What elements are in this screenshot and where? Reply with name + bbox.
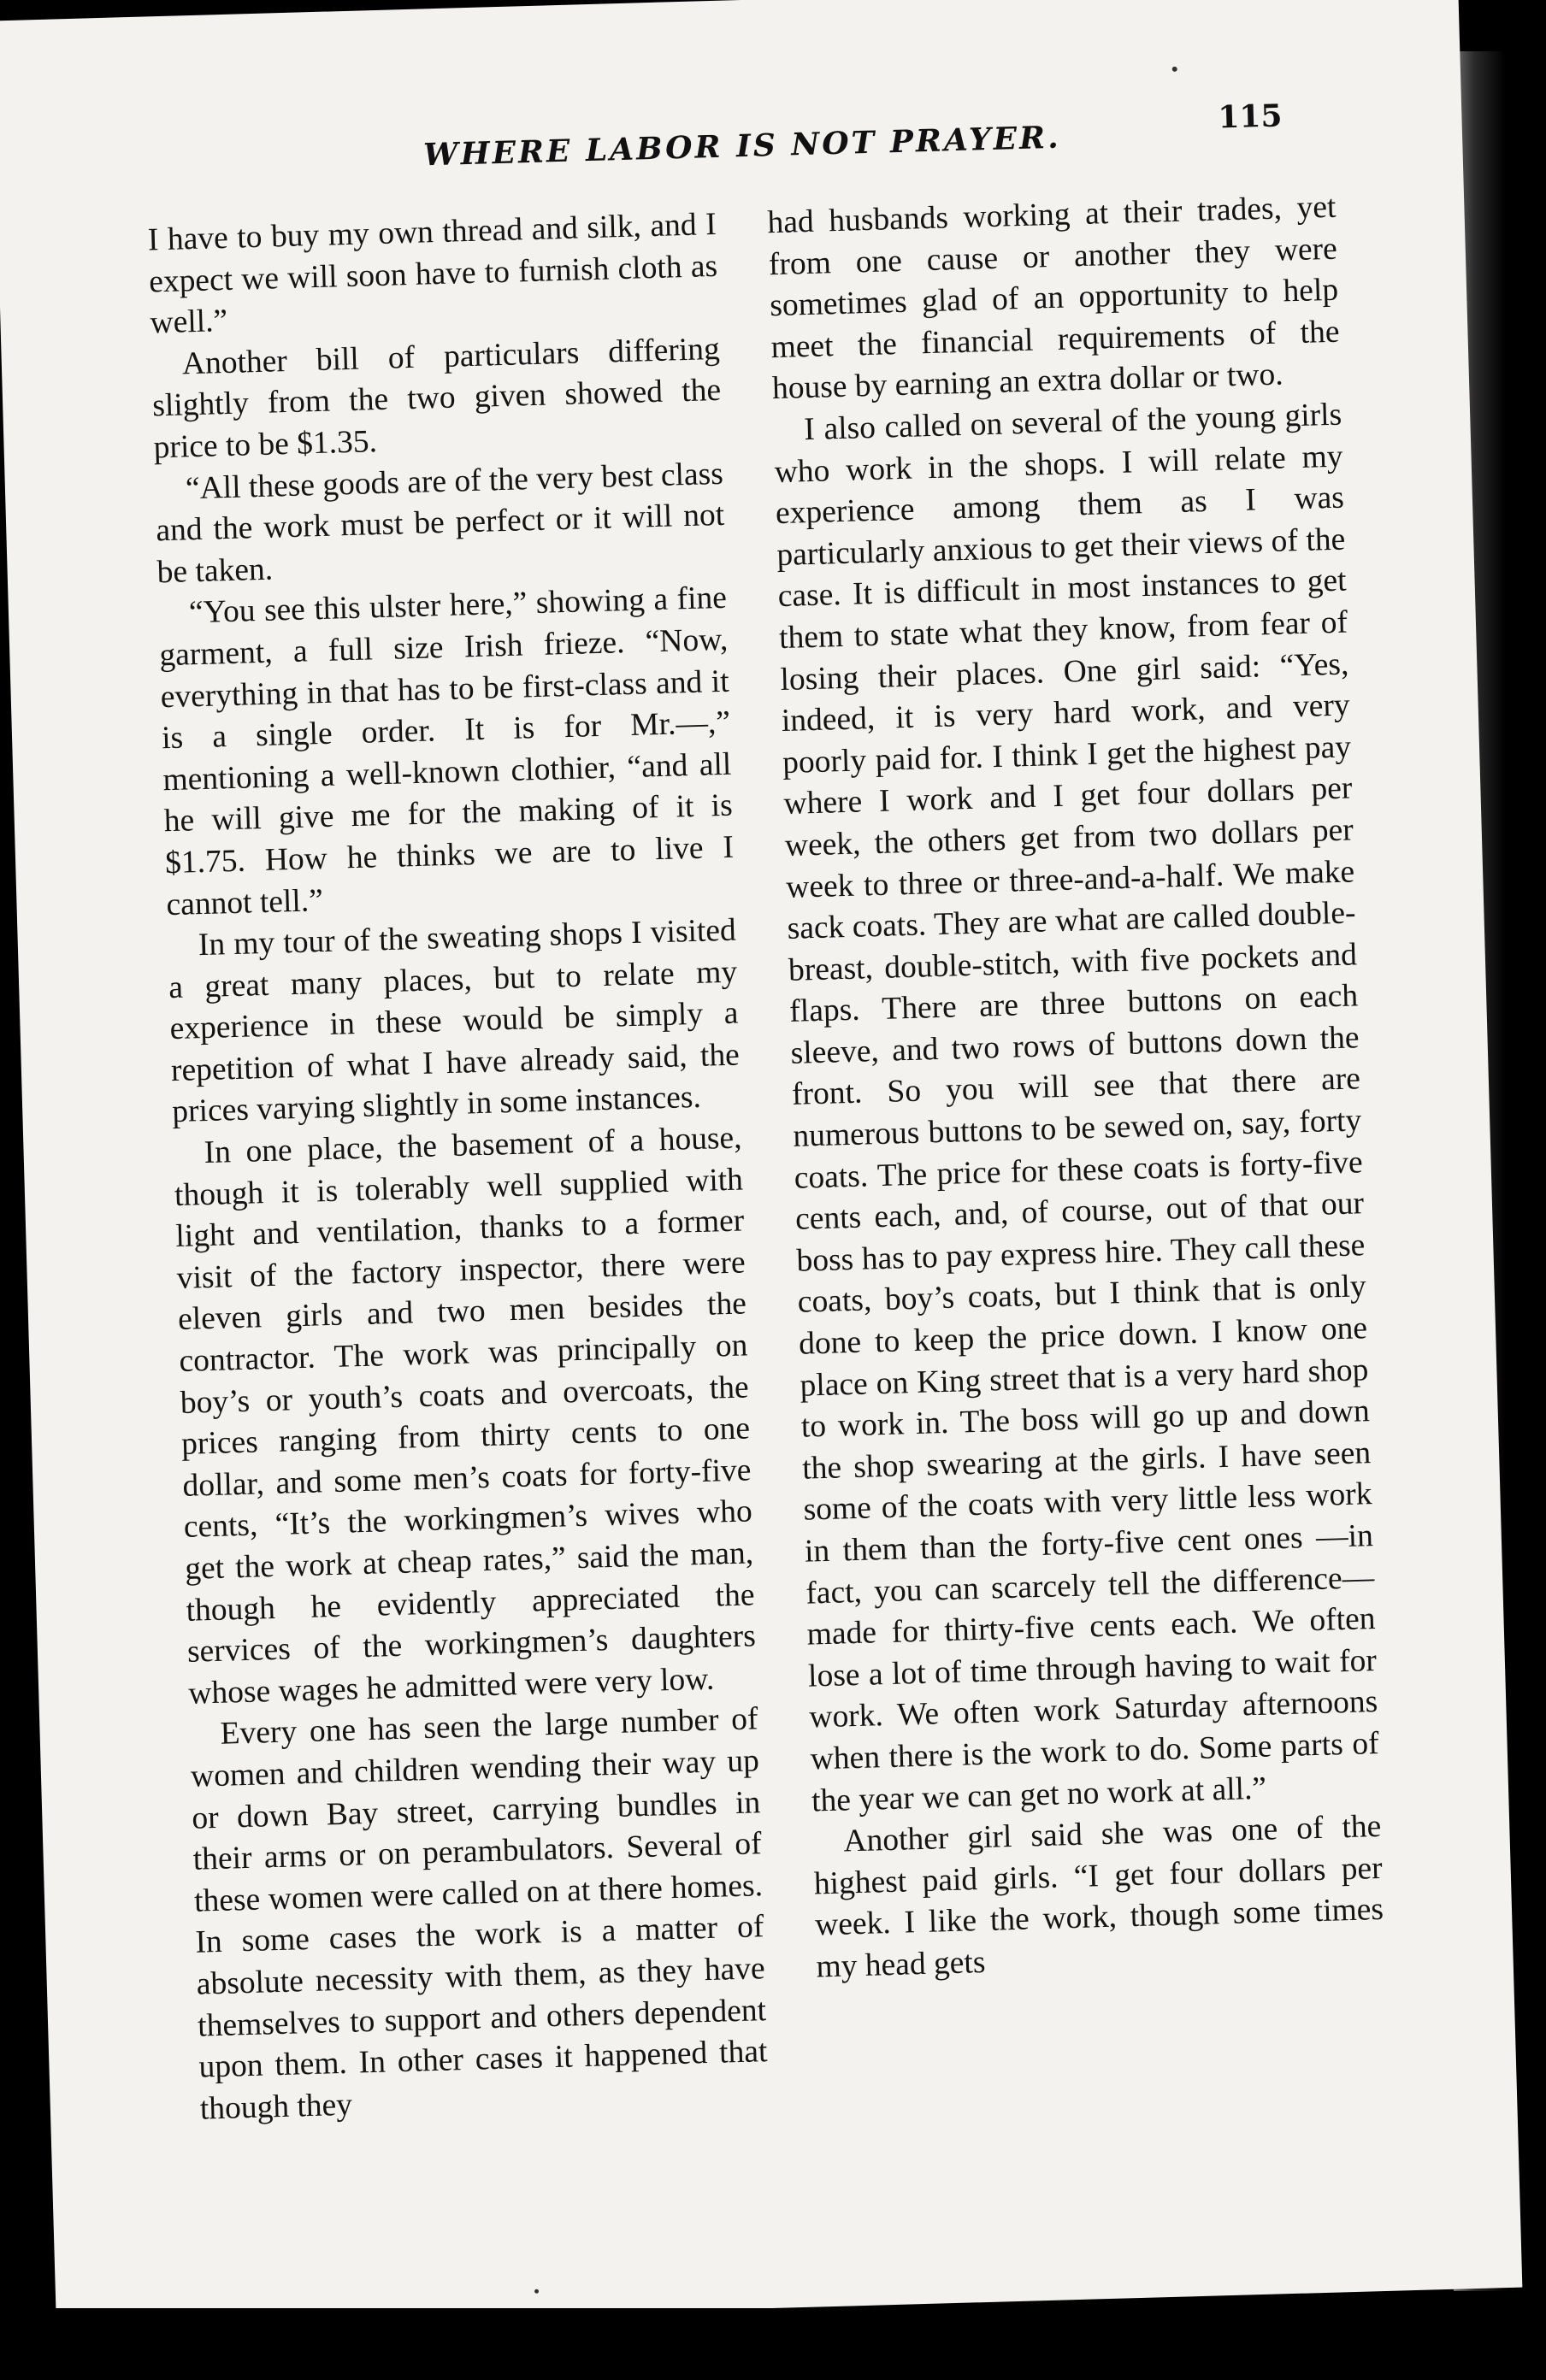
paragraph: Another bill of particulars differing slightly from the two given showed the price to be $1.35.	[151, 331, 722, 466]
scan-speck	[1172, 67, 1177, 72]
scan-speck	[534, 2289, 539, 2294]
paragraph: In one place, the basement of a house, though it is tolerably well supplied with light and ventilation, thanks to a former visit of the factory inspector, there were eleven girls and two men besides the contractor. The work was principally on boy’s or youth’s coats and overcoats, the prices ranging from thirty cents to one dollar, and some men’s coats for forty-five cents, “It’s the workingmen’s wives who get the work at cheap rates,” said the man, though he evidently appreciated the services of the workingmen’s daughters whose wages he admitted were very low.	[174, 1120, 757, 1711]
paragraph: “You see this ulster here,” showing a fine garment, a full size Irish frieze. “Now, everything in that has to be first-class and it is a single order. It is for Mr.—,” mentioning a well-known clothier, “and all he will give me for the making of it is $1.75. How he thinks we are to live I cannot tell.”	[158, 580, 735, 922]
paragraph: had husbands working at their trades, yet from one cause or another they were sometimes glad of an opportunity to help meet the financial requirements of the house by earning an extra dollar or two.	[767, 189, 1340, 407]
paragraph: Another girl said she was one of the highest paid girls. “I get four dollars per week. I like the work, though some times my head gets	[813, 1809, 1384, 1985]
paragraph: “All these goods are of the very best class and the work must be perfect or it will not be taken.	[155, 456, 725, 591]
page-header	[115, 97, 1313, 190]
paragraph: Every one has seen the large number of women and children wending their way up or down Bay street, carrying bundles in their arms or on perambulators. Several of these women were called on at there homes. In some cases the work is a matter of absolute necessity with them, as they have themselves to support and others dependent upon them. In other cases it happened that though they	[190, 1701, 768, 2127]
paragraph: In my tour of the sweating shops I visited a great many places, but to relate my experience in these would be simply a repetition of what I have already said, the prices varying slightly in some instances.	[168, 912, 741, 1130]
text-columns	[147, 187, 1391, 2212]
right-column	[767, 187, 1391, 2194]
paragraph: I have to buy my own thread and silk, and I expect we will soon have to furnish cloth as well.”	[147, 206, 718, 341]
left-column	[147, 204, 771, 2212]
page-bottom-shadow	[0, 2308, 1546, 2380]
paragraph: I also called on several of the young girls who work in the shops. I will relate my experience among them as I was particularly anxious to get their views of the case. It is difficult in most instances to get them to state what they know, from fear of losing their places. One girl said: “Yes, indeed, it is very hard work, and very poorly paid for. I think I get the highest pay where I work and I get four dollars per week, the others get from two dollars per week to three or three-and-a-half. We make sack coats. They are what are called double-breast, double-stitch, with five pockets and flaps. There are three buttons on each sleeve, and two rows of buttons down the front. So you will see that there are numerous buttons to be sewed on, say, forty coats. The price for these coats is forty-five cents each, and, of course, out of that our boss has to pay express hire. They call these coats, boy’s coats, but I think that is only done to keep the price down. I know one place on King street that is a very hard shop to work in. The boss will go up and down the shop swearing at the girls. I have seen some of the coats with very little less work in them than the forty-five cent ones —in fact, you can scarcely tell the difference—made for thirty-five cents each. We often lose a lot of time through having to wait for work. We often work Saturday afternoons when there is the work to do. Some parts of the year we can get no work at all.”	[774, 397, 1380, 1819]
running-head: WHERE LABOR IS NOT PRAYER.	[422, 119, 1062, 174]
page-number: 115	[1217, 97, 1283, 136]
